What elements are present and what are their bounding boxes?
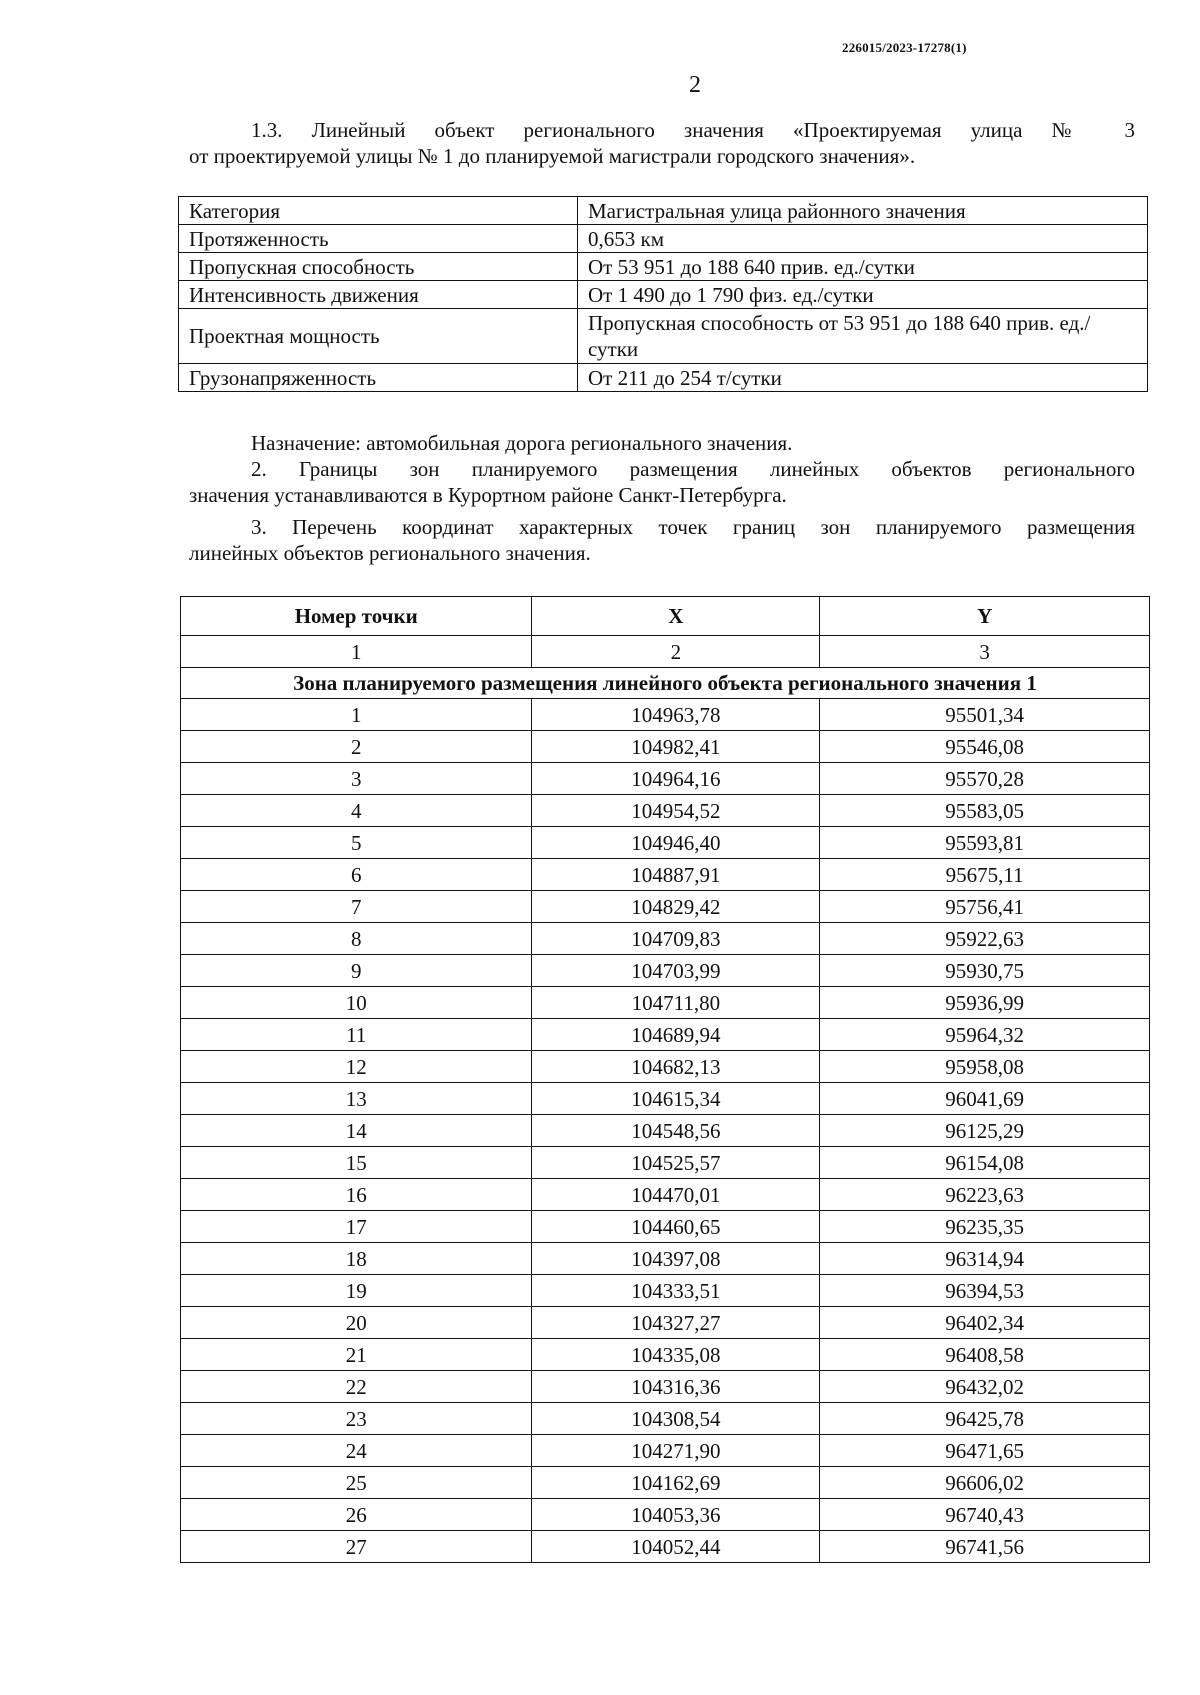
- x-coordinate-cell: 104308,54: [532, 1403, 820, 1435]
- y-coordinate-cell: 95546,08: [820, 731, 1150, 763]
- y-coordinate-cell: 95958,08: [820, 1051, 1150, 1083]
- point-number-cell: 24: [181, 1435, 532, 1467]
- point-number-cell: 14: [181, 1115, 532, 1147]
- table-header-row: [181, 597, 1150, 636]
- table-row: [181, 859, 1150, 891]
- table-row: [181, 1115, 1150, 1147]
- x-coordinate-cell: 104470,01: [532, 1179, 820, 1211]
- point-number-cell: 11: [181, 1019, 532, 1051]
- x-coordinate-cell: 104460,65: [532, 1211, 820, 1243]
- y-coordinate-cell: 95922,63: [820, 923, 1150, 955]
- property-value: От 53 951 до 188 640 прив. ед./сутки: [578, 253, 1148, 281]
- y-coordinate-cell: 96425,78: [820, 1403, 1150, 1435]
- table-row: [181, 827, 1150, 859]
- section-3-line-2: линейных объектов регионального значения.: [189, 541, 591, 565]
- y-coordinate-cell: 95756,41: [820, 891, 1150, 923]
- point-number-cell: 12: [181, 1051, 532, 1083]
- table-row: [181, 1083, 1150, 1115]
- x-coordinate-cell: 104689,94: [532, 1019, 820, 1051]
- point-number-cell: 3: [181, 763, 532, 795]
- zone-title: Зона планируемого размещения линейного объекта регионального значения 1: [181, 668, 1150, 699]
- section-1-3-line-1: 1.3. Линейный объект регионального значения «Проектируемая улица № 3: [251, 118, 1135, 142]
- point-number-cell: 25: [181, 1467, 532, 1499]
- y-coordinate-cell: 96314,94: [820, 1243, 1150, 1275]
- x-coordinate-cell: 104327,27: [532, 1307, 820, 1339]
- table-row: [181, 1371, 1150, 1403]
- table-row: [181, 731, 1150, 763]
- column-index: 3: [820, 636, 1150, 668]
- table-row: [181, 1467, 1150, 1499]
- section-1-3-line-2: от проектируемой улицы № 1 до планируемой магистрали городского значения».: [189, 144, 916, 168]
- column-header-x: X: [532, 597, 820, 636]
- x-coordinate-cell: 104709,83: [532, 923, 820, 955]
- x-coordinate-cell: 104703,99: [532, 955, 820, 987]
- table-row: [181, 1403, 1150, 1435]
- point-number-cell: 17: [181, 1211, 532, 1243]
- y-coordinate-cell: 95501,34: [820, 699, 1150, 731]
- table-row: [181, 987, 1150, 1019]
- column-header-y: Y: [820, 597, 1150, 636]
- table-row: [179, 225, 1148, 253]
- table-row: [181, 1531, 1150, 1563]
- property-value: Магистральная улица районного значения: [578, 197, 1148, 225]
- table-row: [181, 699, 1150, 731]
- document-registration-number: 226015/2023-17278(1): [842, 40, 967, 55]
- point-number-cell: 18: [181, 1243, 532, 1275]
- x-coordinate-cell: 104548,56: [532, 1115, 820, 1147]
- y-coordinate-cell: 96394,53: [820, 1275, 1150, 1307]
- x-coordinate-cell: 104963,78: [532, 699, 820, 731]
- table-row: [181, 955, 1150, 987]
- y-coordinate-cell: 95583,05: [820, 795, 1150, 827]
- y-coordinate-cell: 96402,34: [820, 1307, 1150, 1339]
- property-key: Интенсивность движения: [179, 281, 578, 309]
- table-row: [181, 891, 1150, 923]
- zone-title-row: [181, 668, 1150, 699]
- y-coordinate-cell: 96408,58: [820, 1339, 1150, 1371]
- point-number-cell: 2: [181, 731, 532, 763]
- y-coordinate-cell: 96235,35: [820, 1211, 1150, 1243]
- y-coordinate-cell: 96740,43: [820, 1499, 1150, 1531]
- table-row: [181, 1211, 1150, 1243]
- point-number-cell: 9: [181, 955, 532, 987]
- x-coordinate-cell: 104829,42: [532, 891, 820, 923]
- y-coordinate-cell: 96125,29: [820, 1115, 1150, 1147]
- table-row: [179, 364, 1148, 392]
- x-coordinate-cell: 104052,44: [532, 1531, 820, 1563]
- point-number-cell: 1: [181, 699, 532, 731]
- coordinates-table: [180, 596, 1150, 1563]
- x-coordinate-cell: 104333,51: [532, 1275, 820, 1307]
- y-coordinate-cell: 96223,63: [820, 1179, 1150, 1211]
- table-row: [181, 763, 1150, 795]
- property-value: 0,653 км: [578, 225, 1148, 253]
- section-2-line-1: 2. Границы зон планируемого размещения линейных объектов регионального: [251, 457, 1135, 481]
- page-number: 2: [689, 72, 701, 98]
- property-value: От 1 490 до 1 790 физ. ед./сутки: [578, 281, 1148, 309]
- point-number-cell: 6: [181, 859, 532, 891]
- x-coordinate-cell: 104615,34: [532, 1083, 820, 1115]
- point-number-cell: 10: [181, 987, 532, 1019]
- table-row: [179, 253, 1148, 281]
- point-number-cell: 15: [181, 1147, 532, 1179]
- point-number-cell: 21: [181, 1339, 532, 1371]
- point-number-cell: 19: [181, 1275, 532, 1307]
- table-row: [181, 1275, 1150, 1307]
- x-coordinate-cell: 104954,52: [532, 795, 820, 827]
- y-coordinate-cell: 95936,99: [820, 987, 1150, 1019]
- x-coordinate-cell: 104964,16: [532, 763, 820, 795]
- x-coordinate-cell: 104682,13: [532, 1051, 820, 1083]
- point-number-cell: 26: [181, 1499, 532, 1531]
- point-number-cell: 16: [181, 1179, 532, 1211]
- column-header-point-number: Номер точки: [181, 597, 532, 636]
- table-row: [181, 1019, 1150, 1051]
- x-coordinate-cell: 104162,69: [532, 1467, 820, 1499]
- section-3-paragraph: [189, 514, 1135, 566]
- point-number-cell: 7: [181, 891, 532, 923]
- table-row: [181, 1179, 1150, 1211]
- property-key: Проектная мощность: [179, 309, 578, 364]
- column-index: 2: [532, 636, 820, 668]
- table-row: [181, 1435, 1150, 1467]
- point-number-cell: 13: [181, 1083, 532, 1115]
- section-2-line-2: значения устанавливаются в Курортном районе Санкт-Петербурга.: [189, 483, 787, 507]
- y-coordinate-cell: 96432,02: [820, 1371, 1150, 1403]
- table-row: [181, 1499, 1150, 1531]
- point-number-cell: 22: [181, 1371, 532, 1403]
- section-3-line-1: 3. Перечень координат характерных точек границ зон планируемого размещения: [251, 515, 1135, 539]
- point-number-cell: 4: [181, 795, 532, 827]
- x-coordinate-cell: 104335,08: [532, 1339, 820, 1371]
- x-coordinate-cell: 104397,08: [532, 1243, 820, 1275]
- y-coordinate-cell: 96741,56: [820, 1531, 1150, 1563]
- point-number-cell: 23: [181, 1403, 532, 1435]
- property-value: От 211 до 254 т/сутки: [578, 364, 1148, 392]
- property-key: Категория: [179, 197, 578, 225]
- table-row: [179, 197, 1148, 225]
- y-coordinate-cell: 96606,02: [820, 1467, 1150, 1499]
- x-coordinate-cell: 104711,80: [532, 987, 820, 1019]
- table-row: [181, 1051, 1150, 1083]
- table-row: [181, 1243, 1150, 1275]
- purpose-text: Назначение: автомобильная дорога регионального значения.: [251, 431, 793, 455]
- column-index: 1: [181, 636, 532, 668]
- x-coordinate-cell: 104982,41: [532, 731, 820, 763]
- property-value: Пропускная способность от 53 951 до 188 640 прив. ед./сутки: [578, 309, 1148, 364]
- section-1-3-paragraph: [189, 117, 1135, 169]
- table-row: [179, 309, 1148, 364]
- table-row: [181, 1339, 1150, 1371]
- y-coordinate-cell: 95930,75: [820, 955, 1150, 987]
- table-row: [181, 1147, 1150, 1179]
- x-coordinate-cell: 104887,91: [532, 859, 820, 891]
- y-coordinate-cell: 95675,11: [820, 859, 1150, 891]
- point-number-cell: 27: [181, 1531, 532, 1563]
- table-row: [181, 923, 1150, 955]
- table-row: [181, 795, 1150, 827]
- x-coordinate-cell: 104316,36: [532, 1371, 820, 1403]
- coordinates-table-body: [181, 636, 1150, 1563]
- y-coordinate-cell: 95593,81: [820, 827, 1150, 859]
- property-key: Пропускная способность: [179, 253, 578, 281]
- column-index-row: [181, 636, 1150, 668]
- x-coordinate-cell: 104053,36: [532, 1499, 820, 1531]
- y-coordinate-cell: 96041,69: [820, 1083, 1150, 1115]
- object-properties-table: [178, 196, 1148, 392]
- point-number-cell: 5: [181, 827, 532, 859]
- property-key: Протяженность: [179, 225, 578, 253]
- table-row: [181, 1307, 1150, 1339]
- section-2-paragraph: [189, 456, 1135, 508]
- y-coordinate-cell: 95964,32: [820, 1019, 1150, 1051]
- property-key: Грузонапряженность: [179, 364, 578, 392]
- x-coordinate-cell: 104525,57: [532, 1147, 820, 1179]
- x-coordinate-cell: 104271,90: [532, 1435, 820, 1467]
- point-number-cell: 8: [181, 923, 532, 955]
- table-row: [179, 281, 1148, 309]
- x-coordinate-cell: 104946,40: [532, 827, 820, 859]
- point-number-cell: 20: [181, 1307, 532, 1339]
- y-coordinate-cell: 96154,08: [820, 1147, 1150, 1179]
- y-coordinate-cell: 95570,28: [820, 763, 1150, 795]
- y-coordinate-cell: 96471,65: [820, 1435, 1150, 1467]
